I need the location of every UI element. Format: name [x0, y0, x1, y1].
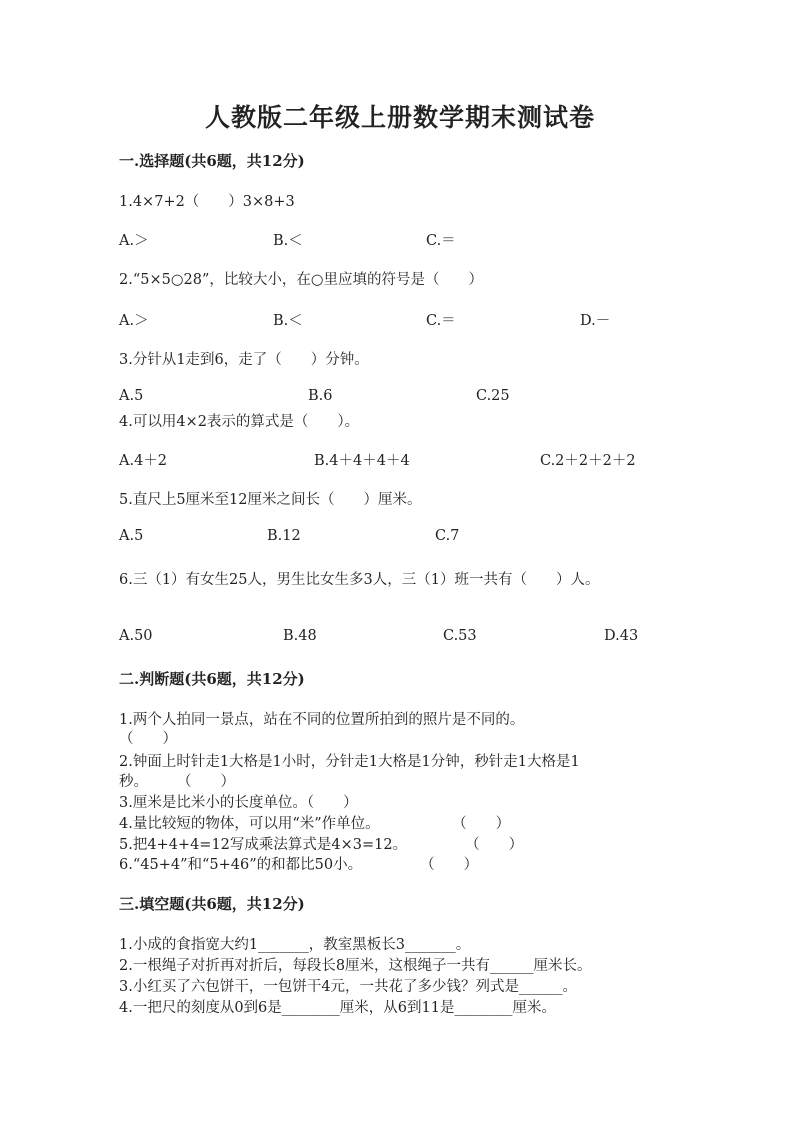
option-a: A.＞ — [119, 313, 149, 329]
question-stem: 2.“5×5○28”，比较大小，在○里应填的符号是（ ） — [119, 272, 484, 288]
option-b: B.4＋4＋4＋4 — [314, 453, 410, 469]
option-c: C.25 — [476, 388, 510, 404]
fill-line: 2.一根绳子对折再对折后，每段长8厘米，这根绳子一共有______厘米长。 — [119, 958, 592, 974]
question-stem: 4.可以用4×2表示的算式是（ ）。 — [119, 414, 360, 430]
question-stem: 5.直尺上5厘米至12厘米之间长（ ）厘米。 — [119, 492, 422, 508]
option-c: C.7 — [435, 528, 460, 544]
judge-line: （ ） — [119, 731, 177, 747]
option-c: C.＝ — [426, 233, 456, 249]
option-b: B.＜ — [273, 313, 303, 329]
option-a: A.4＋2 — [119, 453, 168, 469]
question-stem: 3.分针从1走到6，走了（ ）分钟。 — [119, 352, 369, 368]
judge-line: 5.把4+4+4=12写成乘法算式是4×3=12。 （ ） — [119, 837, 524, 853]
option-c: C.＝ — [426, 313, 456, 329]
option-a: A.5 — [119, 528, 144, 544]
judge-line: 4.量比较短的物体，可以用“米”作单位。 （ ） — [119, 816, 511, 832]
option-a: A.＞ — [119, 233, 149, 249]
section-title-judge: 二.判断题(共6题，共12分) — [119, 670, 305, 688]
judge-line: 秒。 （ ） — [119, 774, 235, 790]
option-d: D.43 — [604, 628, 639, 644]
judge-line: 3.厘米是比米小的长度单位。（ ） — [119, 795, 358, 811]
option-a: A.5 — [119, 388, 144, 404]
option-b: B.48 — [283, 628, 317, 644]
question-stem: 1.4×7+2（ ）3×8+3 — [119, 194, 295, 210]
page-title: 人教版二年级上册数学期末测试卷 — [204, 103, 595, 132]
judge-line: 1.两个人拍同一景点，站在不同的位置所拍到的照片是不同的。 — [119, 712, 525, 728]
option-a: A.50 — [119, 628, 153, 644]
fill-line: 1.小成的食指宽大约1_______，教室黑板长3_______。 — [119, 937, 471, 953]
question-stem: 6.三（1）有女生25人，男生比女生多3人，三（1）班一共有（ ）人。 — [119, 572, 600, 588]
fill-line: 4.一把尺的刻度从0到6是________厘米，从6到11是________厘米。 — [119, 1000, 556, 1016]
option-c: C.53 — [443, 628, 477, 644]
option-b: B.＜ — [273, 233, 303, 249]
option-c: C.2＋2＋2＋2 — [540, 453, 636, 469]
option-b: B.6 — [308, 388, 333, 404]
judge-line: 6.“45+4”和“5+46”的和都比50小。 （ ） — [119, 857, 479, 873]
judge-line: 2.钟面上时针走1大格是1小时，分针走1大格是1分钟，秒针走1大格是1 — [119, 754, 580, 770]
option-b: B.12 — [267, 528, 301, 544]
option-d: D.－ — [580, 313, 611, 329]
fill-line: 3.小红买了六包饼干，一包饼干4元，一共花了多少钱？列式是______。 — [119, 979, 578, 995]
section-title-fill: 三.填空题(共6题，共12分) — [119, 895, 305, 913]
section-title-choice: 一.选择题(共6题，共12分) — [119, 152, 305, 170]
